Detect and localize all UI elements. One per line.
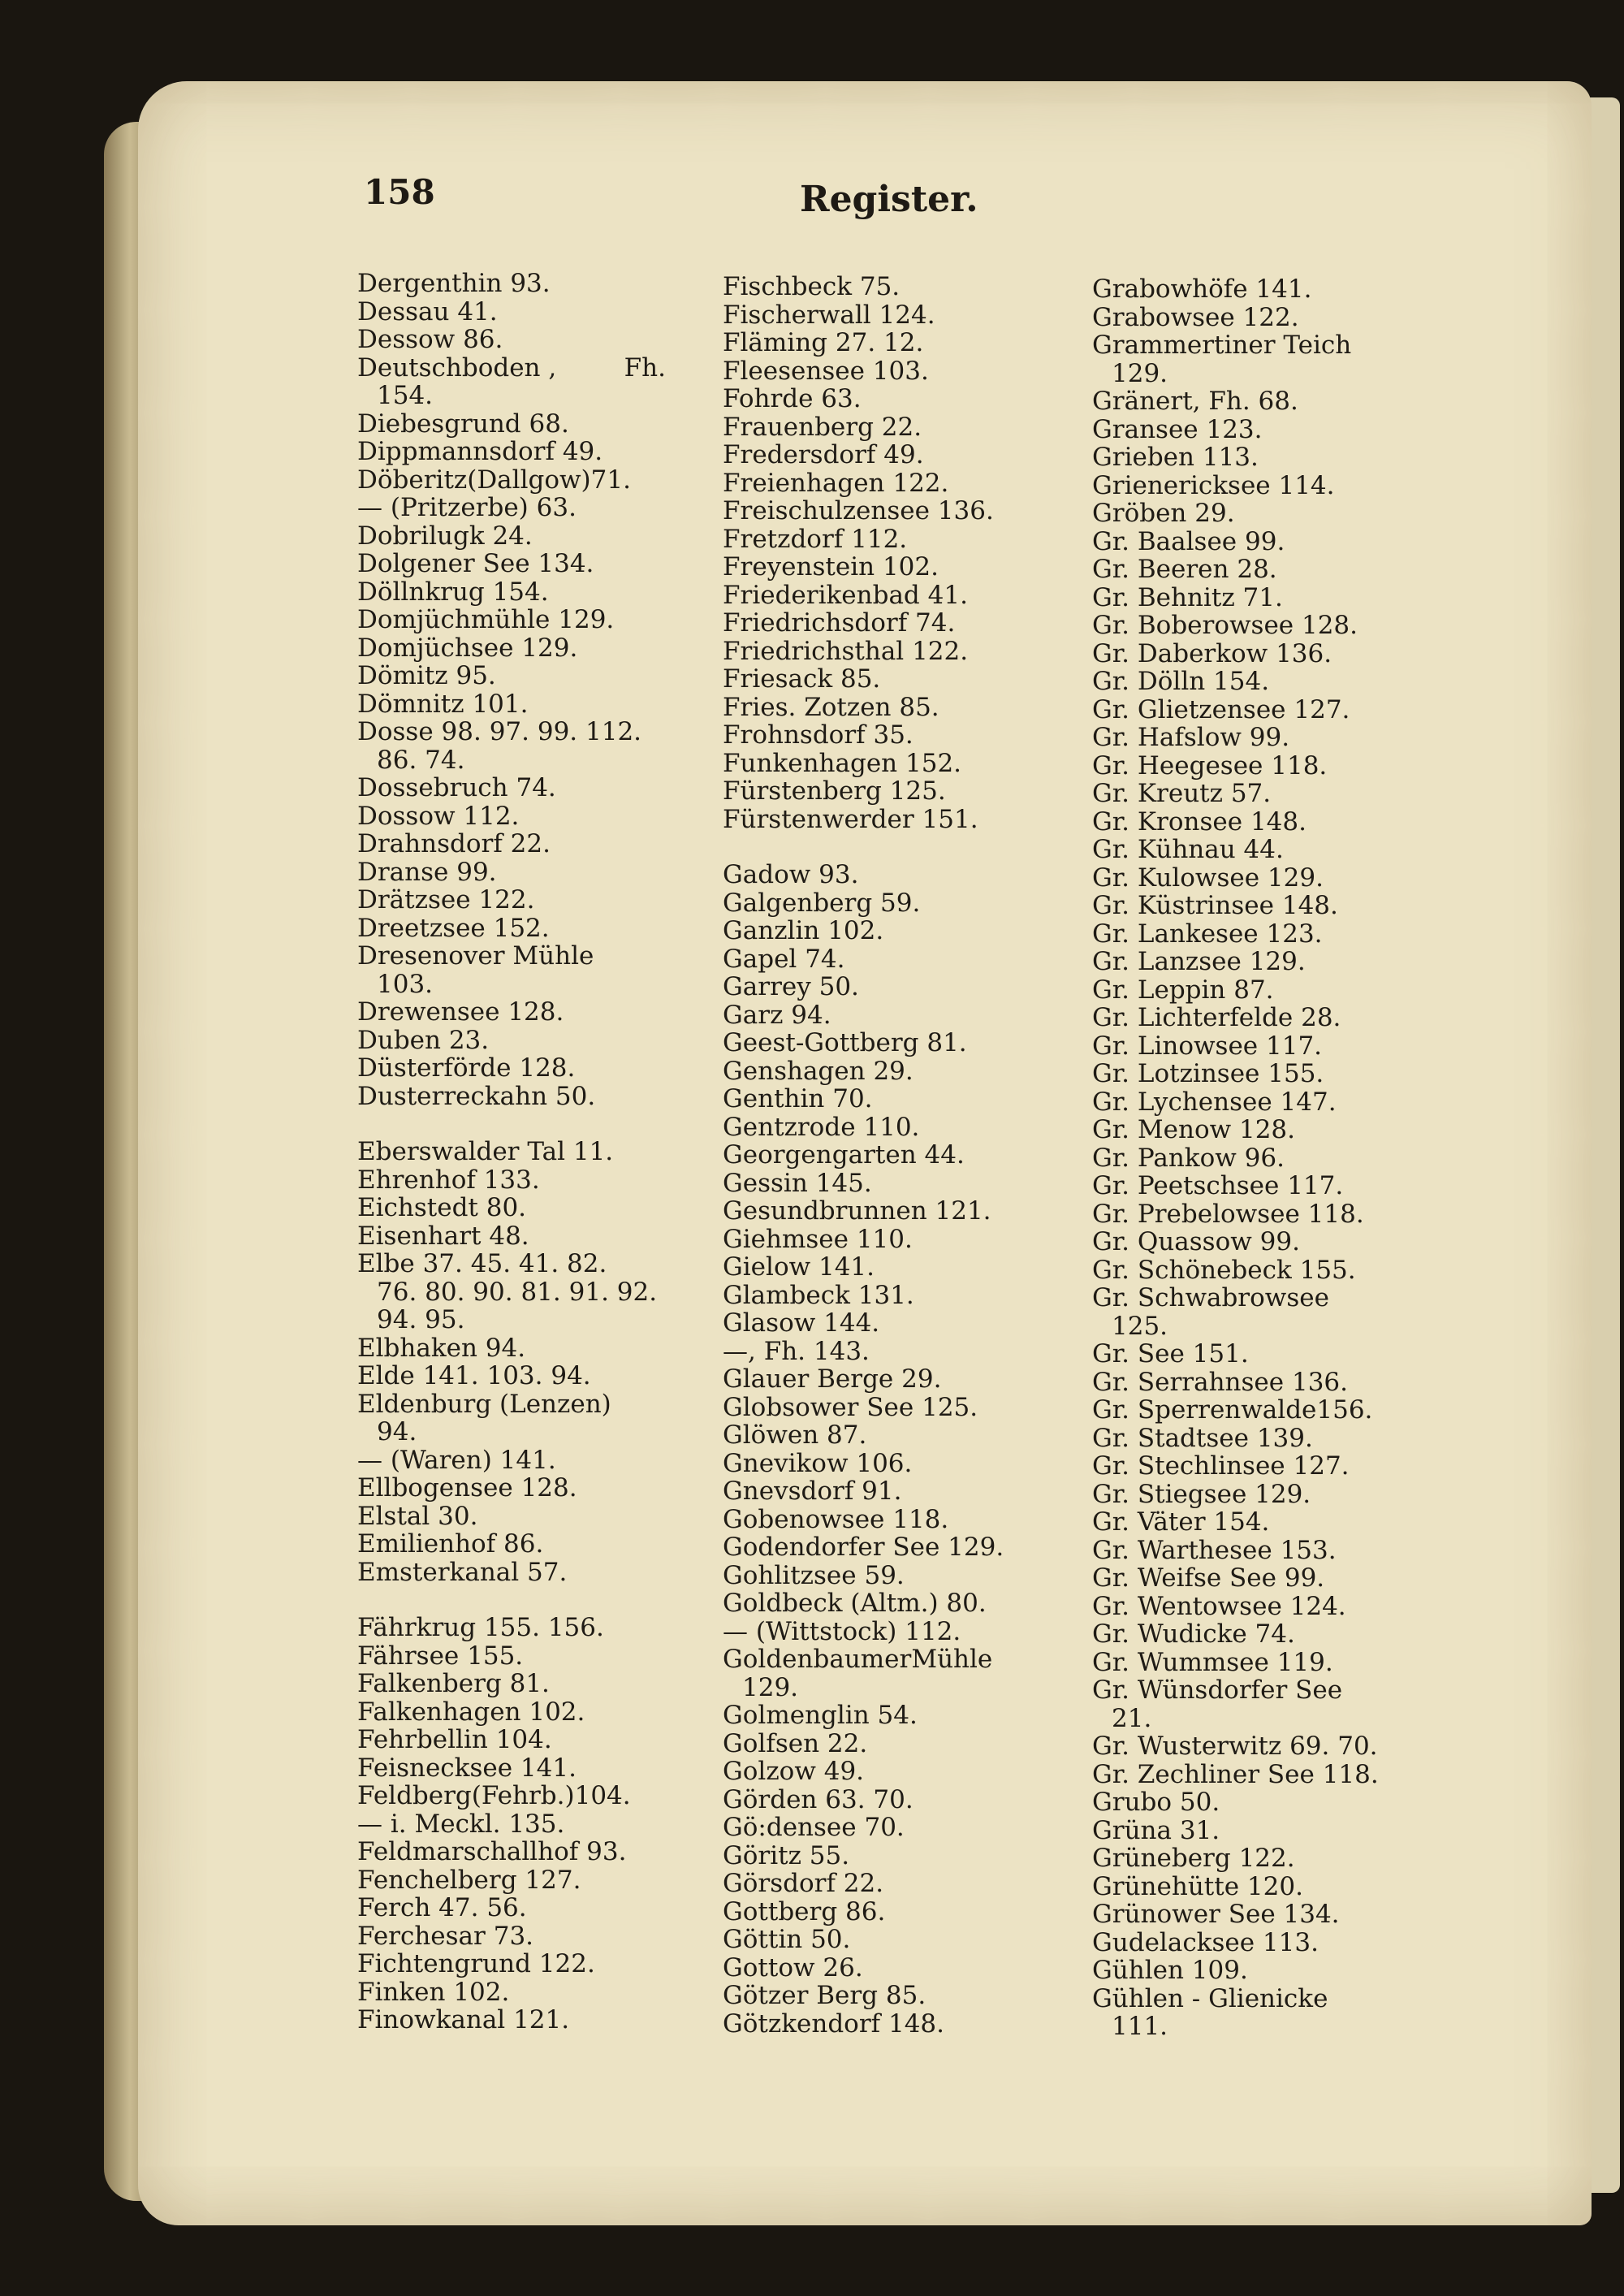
index-entry: Fischbeck 75. xyxy=(723,272,901,301)
index-entry: Gr. Leppin 87. xyxy=(1092,975,1274,1005)
index-entry-continuation: 111. xyxy=(1112,2012,1168,2041)
index-entry: Dolgener See 134. xyxy=(357,549,594,578)
index-entry: Garrey 50. xyxy=(723,972,859,1001)
index-entry: Golmenglin 54. xyxy=(723,1701,918,1730)
index-entry: Gö:densee 70. xyxy=(723,1813,905,1842)
index-entry: Götzer Berg 85. xyxy=(723,1981,926,2010)
index-entry: Dusterreckahn 50. xyxy=(357,1081,596,1111)
index-entry: Gr. Prebelowsee 118. xyxy=(1092,1199,1364,1229)
index-entry: Dossow 112. xyxy=(357,801,520,831)
index-entry: Grabowsee 122. xyxy=(1092,302,1299,332)
index-entry: Elbe 37. 45. 41. 82. xyxy=(357,1249,607,1278)
index-entry: Falkenberg 81. xyxy=(357,1669,550,1698)
index-entry: Görden 63. 70. xyxy=(723,1784,914,1814)
index-entry: Diebesgrund 68. xyxy=(357,409,569,439)
index-entry: Funkenhagen 152. xyxy=(723,748,962,778)
index-entry: Duben 23. xyxy=(357,1025,490,1055)
index-entry: Ferchesar 73. xyxy=(357,1921,534,1951)
index-entry: Gr. Lychensee 147. xyxy=(1092,1087,1337,1117)
index-entry: Friedrichsdorf 74. xyxy=(723,608,956,638)
index-entry: Fohrde 63. xyxy=(723,384,862,413)
index-entry: Gr. Wusterwitz 69. 70. xyxy=(1092,1732,1378,1761)
index-entry: Gr. Weifse See 99. xyxy=(1092,1563,1325,1593)
index-entry: Gesundbrunnen 121. xyxy=(723,1196,991,1226)
index-entry xyxy=(357,354,666,383)
index-entry: Gapel 74. xyxy=(723,944,845,974)
index-entry: Gr. Behnitz 71. xyxy=(1092,582,1283,612)
index-entry: Galgenberg 59. xyxy=(723,888,921,918)
index-entry: Gr. Serrahnsee 136. xyxy=(1092,1367,1348,1397)
index-entry: Dresenover Mühle xyxy=(357,941,594,971)
index-entry: Fährkrug 155. 156. xyxy=(357,1613,604,1642)
index-entry: Gobenowsee 118. xyxy=(723,1504,949,1534)
index-entry: Fläming 27. 12. xyxy=(723,328,924,357)
index-entry: Fenchelberg 127. xyxy=(357,1865,581,1895)
index-entry-note: Fh. xyxy=(624,352,666,383)
index-entry: Dömitz 95. xyxy=(357,661,496,690)
index-entry: Döllnkrug 154. xyxy=(357,577,549,607)
index-entry: Fretzdorf 112. xyxy=(723,524,908,554)
index-entry: Fichtengrund 122. xyxy=(357,1949,595,1978)
index-entry: Gr. Kronsee 148. xyxy=(1092,806,1307,837)
index-entry: Grünehütte 120. xyxy=(1092,1871,1303,1901)
index-entry: Gr. Lotzinsee 155. xyxy=(1092,1059,1324,1088)
index-entry: Fredersdorf 49. xyxy=(723,440,924,469)
index-entry: Gr. Peetschsee 117. xyxy=(1092,1171,1344,1200)
index-entry: Gr. Lichterfelde 28. xyxy=(1092,1003,1341,1032)
index-entry-continuation: 86. 74. xyxy=(377,745,465,775)
index-entry: Gr. Stadtsee 139. xyxy=(1092,1423,1313,1453)
index-entry: Gr. Schönebeck 155. xyxy=(1092,1255,1356,1285)
index-entry: Feisnecksee 141. xyxy=(357,1753,577,1783)
index-entry: Fährsee 155. xyxy=(357,1641,524,1671)
index-entry: Emilienhof 86. xyxy=(357,1529,544,1559)
index-entry-continuation: 125. xyxy=(1112,1311,1168,1341)
index-column-3 xyxy=(1092,275,1474,2041)
index-entry: Friesack 85. xyxy=(723,664,881,694)
index-entry: Elbhaken 94. xyxy=(357,1333,526,1363)
index-entry: Gr. Stechlinsee 127. xyxy=(1092,1451,1350,1481)
index-entry: Gr. Küstrinsee 148. xyxy=(1092,891,1338,920)
index-entry: Globsower See 125. xyxy=(723,1392,978,1422)
index-entry: Gr. Quassow 99. xyxy=(1092,1227,1300,1256)
index-entry: Domjüchmühle 129. xyxy=(357,605,615,634)
index-entry: Dömnitz 101. xyxy=(357,689,529,719)
index-entry: GoldenbaumerMühle xyxy=(723,1645,993,1674)
index-entry: Gr. Boberowsee 128. xyxy=(1092,611,1358,640)
index-entry: Finken 102. xyxy=(357,1977,510,2007)
index-entry: Gottow 26. xyxy=(723,1952,863,1983)
index-entry: Eberswalder Tal 11. xyxy=(357,1137,614,1166)
index-entry: Garz 94. xyxy=(723,1000,831,1030)
index-entry: Gr. Linowsee 117. xyxy=(1092,1031,1323,1061)
index-entry: Gottberg 86. xyxy=(723,1896,886,1926)
index-entry: Domjüchsee 129. xyxy=(357,633,578,663)
index-entry: Eichstedt 80. xyxy=(357,1193,527,1222)
index-entry: Goldbeck (Altm.) 80. xyxy=(723,1589,987,1618)
index-entry: Frauenberg 22. xyxy=(723,412,922,442)
index-entry-continuation: 154. xyxy=(377,381,434,410)
index-entry: Grieben 113. xyxy=(1092,443,1259,472)
index-entry: Fleesensee 103. xyxy=(723,356,929,386)
index-entry: Dessau 41. xyxy=(357,296,498,326)
index-entry: Götzkendorf 148. xyxy=(723,2008,944,2039)
index-entry: Gielow 141. xyxy=(723,1252,875,1282)
index-entry: Gr. Stiegsee 129. xyxy=(1092,1479,1311,1509)
index-column-1 xyxy=(357,270,739,2034)
index-entry: — (Pritzerbe) 63. xyxy=(357,493,577,522)
index-entry: Glauer Berge 29. xyxy=(723,1364,942,1394)
index-entry: Drewensee 128. xyxy=(357,997,564,1027)
index-entry: Gr. See 151. xyxy=(1092,1339,1249,1369)
index-entry: —, Fh. 143. xyxy=(723,1336,870,1366)
index-entry: Dosse 98. 97. 99. 112. xyxy=(357,717,642,746)
index-entry: Grünower See 134. xyxy=(1092,1900,1340,1929)
index-entry: Fehrbellin 104. xyxy=(357,1725,552,1754)
index-entry: Gr. Lankesee 123. xyxy=(1092,919,1323,949)
index-entry: Grubo 50. xyxy=(1092,1788,1220,1817)
index-entry: Gudelacksee 113. xyxy=(1092,1927,1319,1957)
index-entry: Genthin 70. xyxy=(723,1084,873,1113)
index-entry: Döberitz(Dallgow)71. xyxy=(357,465,631,495)
index-entry: Golfsen 22. xyxy=(723,1728,868,1758)
index-entry: Ellbogensee 128. xyxy=(357,1473,577,1503)
index-entry: Feldberg(Fehrb.)104. xyxy=(357,1781,631,1810)
index-entry: Fischerwall 124. xyxy=(723,300,935,330)
index-entry: Gr. Wudicke 74. xyxy=(1092,1619,1295,1649)
index-entry: Gr. Hafslow 99. xyxy=(1092,723,1290,752)
index-entry: Fürstenberg 125. xyxy=(723,776,946,806)
index-entry: Göritz 55. xyxy=(723,1840,850,1870)
index-entry-continuation: 103. xyxy=(377,969,434,999)
index-entry: — (Waren) 141. xyxy=(357,1445,556,1475)
index-entry: Gr. Sperrenwalde156. xyxy=(1092,1395,1373,1425)
index-entry: Godendorfer See 129. xyxy=(723,1533,1004,1562)
index-entry: Gr. Menow 128. xyxy=(1092,1115,1296,1144)
index-entry: Georgengarten 44. xyxy=(723,1140,965,1170)
index-entry-continuation: 94. 95. xyxy=(377,1305,465,1334)
index-entry: Feldmarschallhof 93. xyxy=(357,1837,627,1866)
index-entry: Gr. Wünsdorfer See xyxy=(1092,1676,1343,1705)
index-entry: Gühlen 109. xyxy=(1092,1956,1248,1985)
index-entry: Gränert, Fh. 68. xyxy=(1092,387,1298,416)
index-entry: Gr. Schwabrowsee xyxy=(1092,1283,1329,1312)
index-entry: Giehmsee 110. xyxy=(723,1224,913,1254)
index-entry: Fürstenwerder 151. xyxy=(723,804,978,834)
index-entry: Gr. Baalsee 99. xyxy=(1092,526,1285,556)
index-entry: Fries. Zotzen 85. xyxy=(723,692,939,722)
index-entry: Dossebruch 74. xyxy=(357,773,556,802)
index-entry: Friederikenbad 41. xyxy=(723,580,968,610)
index-entry: Genshagen 29. xyxy=(723,1056,914,1086)
index-entry: Eldenburg (Lenzen) xyxy=(357,1389,611,1419)
index-entry: Eisenhart 48. xyxy=(357,1221,529,1251)
index-entry-continuation: 94. xyxy=(377,1417,417,1446)
index-entry: Grüneberg 122. xyxy=(1092,1844,1295,1873)
index-entry: Gr. Beeren 28. xyxy=(1092,555,1277,584)
index-entry: Gr. Wentowsee 124. xyxy=(1092,1591,1346,1621)
index-entry: Falkenhagen 102. xyxy=(357,1697,585,1727)
index-entry: Gr. Kreutz 57. xyxy=(1092,779,1272,808)
index-entry: Gr. Zechliner See 118. xyxy=(1092,1759,1379,1789)
index-entry: Gröben 29. xyxy=(1092,499,1235,528)
index-entry: Dreetzsee 152. xyxy=(357,913,550,943)
index-entry: Frohnsdorf 35. xyxy=(723,720,914,750)
index-column-2 xyxy=(723,273,1104,2038)
index-entry-continuation: 76. 80. 90. 81. 91. 92. xyxy=(377,1277,658,1307)
index-entry: Düsterförde 128. xyxy=(357,1053,576,1083)
index-entry: Ganzlin 102. xyxy=(723,916,884,945)
index-entry: Gessin 145. xyxy=(723,1168,872,1198)
index-entry: Glöwen 87. xyxy=(723,1420,867,1450)
index-entry: Göttin 50. xyxy=(723,1925,851,1954)
index-entry: Gr. Lanzsee 129. xyxy=(1092,947,1306,976)
index-entry: Dobrilugk 24. xyxy=(357,521,533,551)
index-entry: Freyenstein 102. xyxy=(723,552,939,582)
index-entry: Gr. Kulowsee 129. xyxy=(1092,863,1324,893)
index-entry: Emsterkanal 57. xyxy=(357,1557,568,1587)
index-entry: Gr. Dölln 154. xyxy=(1092,667,1270,696)
page-number: 158 xyxy=(364,172,435,212)
index-entry: Elde 141. 103. 94. xyxy=(357,1361,591,1390)
index-entry-continuation: 129. xyxy=(742,1672,799,1702)
index-entry: Freischulzensee 136. xyxy=(723,496,994,525)
index-entry: Grienericksee 114. xyxy=(1092,470,1335,500)
index-entry: Gr. Warthesee 153. xyxy=(1092,1535,1337,1565)
index-entry-name: Deutschboden , xyxy=(357,352,557,383)
index-entry: Golzow 49. xyxy=(723,1757,865,1786)
index-entry: Glasow 144. xyxy=(723,1308,880,1338)
index-entry: Ferch 47. 56. xyxy=(357,1893,527,1922)
index-entry: Gnevsdorf 91. xyxy=(723,1477,902,1506)
index-entry: Gr. Pankow 96. xyxy=(1092,1143,1285,1173)
index-entry: Ehrenhof 133. xyxy=(357,1165,540,1195)
index-entry: Gentzrode 110. xyxy=(723,1112,920,1142)
index-entry: Dergenthin 93. xyxy=(357,269,551,298)
index-entry-continuation: 129. xyxy=(1112,358,1168,388)
running-head: Register. xyxy=(800,179,978,220)
index-entry: Drätzsee 122. xyxy=(357,885,535,915)
index-entry: Grabowhöfe 141. xyxy=(1092,275,1312,304)
index-entry: Freienhagen 122. xyxy=(723,468,949,498)
index-entry: Gnevikow 106. xyxy=(723,1448,913,1478)
index-entry: Gr. Glietzensee 127. xyxy=(1092,694,1350,724)
index-entry: Gr. Kühnau 44. xyxy=(1092,835,1284,864)
index-entry: Görsdorf 22. xyxy=(723,1869,884,1898)
index-entry: Gransee 123. xyxy=(1092,414,1263,444)
index-entry: Gr. Wummsee 119. xyxy=(1092,1647,1333,1677)
index-entry: Gr. Väter 154. xyxy=(1092,1507,1270,1537)
index-entry: — i. Meckl. 135. xyxy=(357,1809,565,1839)
index-entry-continuation: 21. xyxy=(1112,1703,1152,1733)
index-entry: — (Wittstock) 112. xyxy=(723,1616,961,1646)
index-entry: Gr. Heegesee 118. xyxy=(1092,750,1328,780)
index-entry: Gühlen - Glienicke xyxy=(1092,1983,1328,2013)
index-entry: Dranse 99. xyxy=(357,857,497,887)
index-entry: Drahnsdorf 22. xyxy=(357,829,551,858)
index-entry: Grüna 31. xyxy=(1092,1815,1220,1845)
index-entry: Geest-Gottberg 81. xyxy=(723,1028,967,1057)
index-entry: Dessow 86. xyxy=(357,325,503,354)
index-entry: Gohlitzsee 59. xyxy=(723,1560,905,1590)
index-entry: Grammertiner Teich xyxy=(1092,331,1352,360)
index-entry: Dippmannsdorf 49. xyxy=(357,437,603,466)
index-entry: Finowkanal 121. xyxy=(357,2005,570,2034)
index-entry: Friedrichsthal 122. xyxy=(723,636,969,666)
index-entry: Gadow 93. xyxy=(723,860,859,889)
index-entry: Elstal 30. xyxy=(357,1501,478,1531)
index-entry: Gr. Daberkow 136. xyxy=(1092,638,1332,668)
index-entry: Glambeck 131. xyxy=(723,1280,914,1310)
